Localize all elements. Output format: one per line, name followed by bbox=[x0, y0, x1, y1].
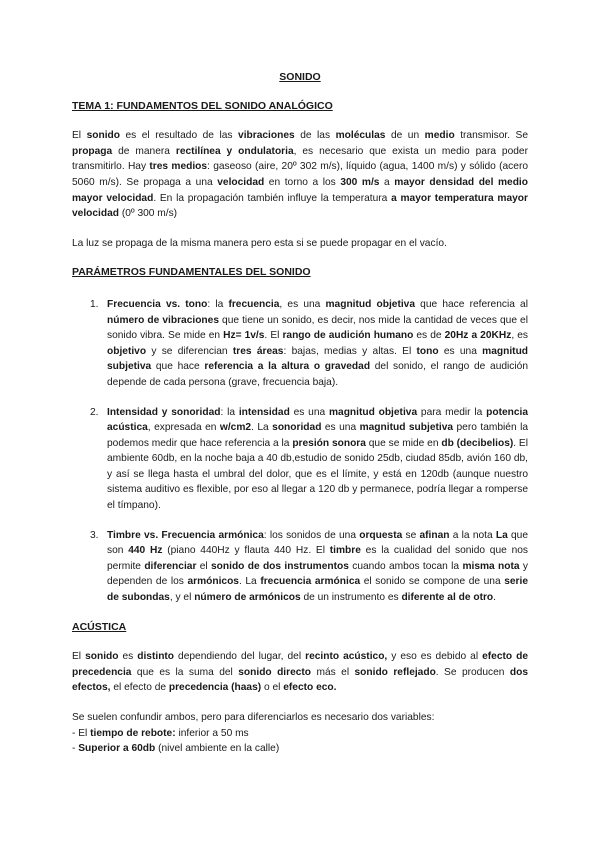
text-run: es la cualidad del sonido que nos permite bbox=[107, 545, 529, 572]
bold-text-run: diferente al de otro bbox=[401, 592, 494, 604]
bold-text-run: moléculas bbox=[335, 130, 386, 142]
text-run: , es bbox=[511, 330, 528, 342]
list-item bbox=[72, 726, 528, 742]
text-run: es de bbox=[413, 330, 445, 342]
parametros-list bbox=[72, 297, 528, 606]
text-run: es una bbox=[289, 406, 329, 418]
bold-text-run: intensidad bbox=[238, 406, 290, 418]
text-run: . Se producen bbox=[435, 666, 510, 678]
text-run: y se diferencian bbox=[146, 345, 233, 357]
text-run: , es una bbox=[279, 298, 326, 310]
bold-text-run: tres áreas bbox=[232, 345, 284, 357]
bold-text-run: Frecuencia vs. tono bbox=[107, 298, 208, 310]
bold-text-run: dos efectos, bbox=[72, 666, 528, 694]
text-run: - bbox=[72, 743, 79, 755]
bold-text-run: rango de audición humano bbox=[282, 330, 414, 342]
bold-text-run: frecuencia bbox=[228, 298, 280, 310]
text-run: se bbox=[402, 529, 420, 541]
text-run: el efecto de bbox=[110, 682, 169, 694]
acustica-paragraph-2 bbox=[72, 710, 528, 726]
bold-text-run: sonido de dos instrumentos bbox=[211, 560, 349, 572]
bold-text-run: serie de subondas bbox=[107, 576, 528, 604]
section-heading-parametros: PARÁMETROS FUNDAMENTALES DEL SONIDO bbox=[72, 266, 311, 279]
list-item-number: 2. bbox=[90, 406, 99, 418]
bold-text-run: 440 Hz bbox=[128, 545, 163, 557]
text-run: . En la propagación también influye la temperatura bbox=[153, 192, 392, 204]
text-run: : los sonidos de una bbox=[263, 529, 360, 541]
text-run: para medir la bbox=[417, 406, 487, 418]
bold-text-run: Hz= 1v/s bbox=[223, 330, 265, 342]
bold-text-run: sonido reflejado bbox=[354, 666, 436, 678]
bold-text-run: magnitud subjetiva bbox=[107, 345, 529, 373]
text-run: El bbox=[72, 651, 86, 663]
bold-text-run: mayor densidad del medio mayor velocidad bbox=[72, 176, 528, 204]
text-run: es una bbox=[438, 345, 483, 357]
text-run: más el bbox=[311, 666, 355, 678]
bold-text-run: efecto de precedencia bbox=[72, 651, 528, 678]
bold-text-run: magnitud objetiva bbox=[325, 298, 415, 310]
list-item bbox=[72, 741, 528, 757]
text-run: : la bbox=[220, 406, 239, 418]
bold-text-run: 20Hz a 20KHz bbox=[444, 330, 512, 342]
text-run: que es la suma del bbox=[131, 666, 239, 678]
bold-text-run: número de vibraciones bbox=[107, 314, 219, 326]
list-item-number: 1. bbox=[90, 298, 99, 310]
bold-text-run: sonido directo bbox=[238, 666, 312, 678]
text-run: que hace referencia al bbox=[415, 298, 528, 310]
bold-text-run: orquesta bbox=[359, 529, 403, 541]
bold-text-run: distinto bbox=[137, 651, 175, 663]
bold-text-run: sonido bbox=[86, 130, 120, 142]
list-item-text bbox=[107, 407, 528, 512]
text-run: que hace bbox=[151, 361, 205, 373]
list-item bbox=[72, 405, 528, 514]
bold-text-run: db (decibelios) bbox=[441, 437, 514, 449]
document-title: SONIDO bbox=[279, 71, 321, 83]
bold-text-run: armónicos bbox=[187, 576, 239, 588]
text-run: , y el bbox=[169, 592, 195, 604]
text-run: pero también la podemos medir que hace referencia a la bbox=[107, 422, 528, 449]
bold-text-run: presión sonora bbox=[292, 437, 366, 449]
bold-text-run: misma nota bbox=[462, 560, 520, 572]
text-run: inferior a 50 ms bbox=[175, 727, 249, 739]
text-run: cuando ambos tocan la bbox=[348, 560, 463, 572]
list-item bbox=[72, 297, 528, 391]
text-run: La luz se propaga de la misma manera pero esta si se puede propagar en el vacío. bbox=[72, 237, 447, 249]
bold-text-run: vibraciones bbox=[238, 130, 295, 142]
bold-text-run: velocidad bbox=[217, 176, 265, 188]
text-run: , es necesario que exista un medio para poder transmitirlo. Hay bbox=[72, 145, 528, 173]
text-run: que se mide en bbox=[365, 437, 442, 449]
text-run: de las bbox=[294, 130, 336, 142]
text-run: o el bbox=[261, 682, 284, 694]
bold-text-run: magnitud objetiva bbox=[328, 406, 418, 418]
bold-text-run: tiempo de rebote: bbox=[90, 727, 176, 739]
bold-text-run: efecto eco. bbox=[283, 682, 337, 694]
acustica-paragraph-1 bbox=[72, 649, 528, 696]
text-run: que son bbox=[107, 529, 529, 557]
text-run: y dependen de los bbox=[107, 560, 528, 588]
bold-text-run: frecuencia armónica bbox=[260, 576, 361, 588]
text-run: el sonido se compone de una bbox=[360, 576, 505, 588]
text-run: (0º 300 m/s) bbox=[119, 208, 178, 220]
bold-text-run: w/cm2 bbox=[219, 422, 252, 434]
text-run: a bbox=[379, 176, 395, 188]
text-run: : la bbox=[207, 298, 229, 310]
text-run: transmisor. Se bbox=[454, 130, 529, 142]
text-run: (nivel ambiente en la calle) bbox=[155, 743, 280, 755]
bold-text-run: Timbre vs. Frecuencia armónica bbox=[107, 529, 264, 541]
bold-text-run: precedencia (haas) bbox=[168, 682, 262, 694]
bold-text-run: propaga bbox=[72, 145, 113, 157]
text-run: . bbox=[493, 592, 496, 604]
text-run: - El bbox=[72, 727, 91, 739]
list-item bbox=[72, 528, 528, 606]
bold-text-run: magnitud subjetiva bbox=[359, 422, 454, 434]
bold-text-run: 300 m/s bbox=[340, 176, 380, 188]
bold-text-run: número de armónicos bbox=[194, 592, 301, 604]
text-run: . La bbox=[238, 576, 261, 588]
text-run: (piano 440Hz y flauta 440 Hz. El bbox=[162, 545, 330, 557]
acustica-variables-list bbox=[72, 726, 528, 757]
text-run: . El bbox=[264, 330, 283, 342]
bold-text-run: Intensidad y sonoridad bbox=[107, 406, 221, 418]
bold-text-run: afinan bbox=[419, 529, 450, 541]
text-run: es el resultado de las bbox=[119, 130, 239, 142]
bold-text-run: diferenciar bbox=[144, 560, 197, 572]
bold-text-run: potencia acústica bbox=[107, 406, 529, 434]
text-run: : gaseoso (aire, 20º 302 m/s), líquido (agua, 1400 m/s) y sólido (acero 5060 m/s). Se propaga a una bbox=[72, 161, 529, 188]
text-run: a la nota bbox=[449, 529, 496, 541]
text-run: de manera bbox=[112, 145, 176, 157]
text-run: de un instrumento es bbox=[300, 592, 402, 604]
document-page bbox=[72, 70, 528, 757]
bold-text-run: sonido bbox=[85, 651, 119, 663]
bold-text-run: tres medios bbox=[149, 161, 208, 173]
bold-text-run: objetivo bbox=[107, 345, 147, 357]
section-heading-acustica: ACÚSTICA bbox=[72, 620, 127, 633]
text-run: de un bbox=[385, 130, 425, 142]
text-run: es bbox=[118, 651, 138, 663]
text-run: , expresada en bbox=[147, 422, 220, 434]
bold-text-run: rectilínea y ondulatoria bbox=[175, 145, 294, 157]
text-run: el bbox=[196, 560, 211, 572]
list-item-text bbox=[107, 299, 528, 388]
text-run: Se suelen confundir ambos, pero para diferenciarlos es necesario dos variables: bbox=[72, 712, 435, 723]
text-run: . La bbox=[251, 422, 273, 434]
text-run: del sonido, el rango de audición depende de cada persona (grave, frecuencia baja). bbox=[107, 361, 528, 388]
list-item-number: 3. bbox=[90, 529, 99, 541]
text-run: El bbox=[72, 130, 87, 142]
tema1-paragraph-1 bbox=[72, 128, 528, 222]
bold-text-run: sonoridad bbox=[272, 422, 322, 434]
bold-text-run: Superior a 60db bbox=[78, 743, 156, 755]
bold-text-run: referencia a la altura o gravedad bbox=[204, 361, 371, 373]
bold-text-run: a mayor temperatura mayor velocidad bbox=[72, 192, 528, 220]
text-run: que tiene un sonido, es decir, nos mide la cantidad de veces que el sonido vibra. Se mide en bbox=[107, 314, 528, 342]
list-item-text bbox=[107, 530, 528, 603]
text-run: y eso es debido al bbox=[387, 651, 483, 663]
tema1-paragraph-2 bbox=[72, 236, 528, 252]
text-run: en torno a los bbox=[264, 176, 341, 188]
bold-text-run: recinto acústico, bbox=[305, 651, 388, 663]
text-run: dependiendo del lugar, del bbox=[174, 651, 306, 663]
bold-text-run: medio bbox=[424, 130, 455, 142]
text-run: : bajas, medias y altas. El bbox=[283, 345, 417, 357]
bold-text-run: La bbox=[495, 529, 508, 541]
text-run: es una bbox=[321, 422, 360, 434]
section-heading-tema1: TEMA 1: FUNDAMENTOS DEL SONIDO ANALÓGICO bbox=[72, 99, 333, 112]
bold-text-run: tono bbox=[416, 345, 439, 357]
text-run: . El ambiente 60db, en la noche baja a 40 db,estudio de sonido 25db, ciudad 85db, avión 160 db, y así se llega hasta el umbral del dolor, que es el límite, y está en 120db (aunque nuestro sistema auditivo es flexible, por eso al llegar a 120 db y permanece, podría llegar a romperse el tímpano). bbox=[107, 437, 528, 512]
bold-text-run: timbre bbox=[329, 545, 361, 557]
